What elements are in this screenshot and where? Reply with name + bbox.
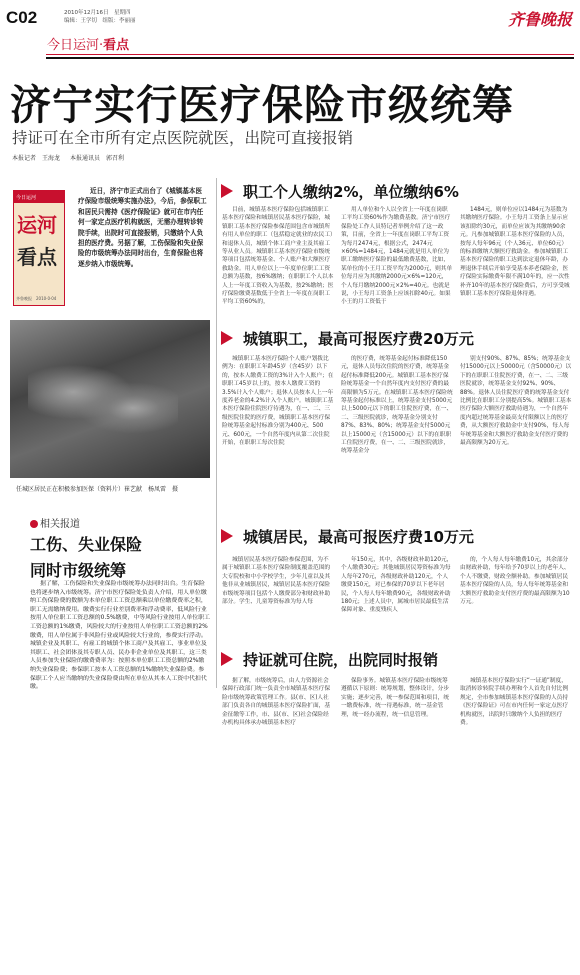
- section-1-col-3: 1484元，则单位应以1484元为基数为其缴纳医疗保险。小王每月工资条上显示应该扣除约30元，而单位应该为其缴纳90余元。凡参加城镇职工基本医疗保险的人员，按每人每年96元（个人36元、单位60元）的标准缴纳大额医疗救助金。参加城镇职工基本医疗保险的职工达到法定退休年龄，办理退休手续后开始享受基本养老保险金，医疗保险实际缴费年限不满10年的，应一次性补齐10年的基本医疗保险费后，方可享受城镇职工基本医疗保险退休待遇。: [460, 207, 570, 298]
- byline-reporter: 本报记者 王海龙: [12, 155, 61, 162]
- issue-meta: [64, 9, 136, 25]
- masthead-logo: 齐鲁晚报: [507, 10, 572, 29]
- main-headline: 济宁实行医疗保险市级统筹: [10, 81, 514, 129]
- section-1-col-2: 用人单位和个人以全省上一年度在岗职工平均工资60%作为缴费基数。济宁市医疗保险处工作人员特记者举例介绍了这一政策，目前，全省上一年度在岗职工平均工资为每月2474元，根据公式，2474元×60%=1484元，1484元就是用人单位为职工缴纳医疗保险的最低缴费基数，比如，某单位的小王月工资平均为2000元，则其单位每月应为其缴纳2000元×6%=120元，个人每月缴纳2000元×2%=40元。也就是说，小王每月工资条上应该扣除40元。如果小王的月工资低于: [341, 207, 453, 306]
- related-report: [30, 515, 210, 582]
- section-prefix: 今日运河·: [47, 38, 104, 53]
- section-heading-2: 城镇职工，最高可报医疗费20万元: [221, 328, 474, 349]
- column-divider: [216, 178, 217, 688]
- section-4-col-2: 保险事务。城镇基本医疗保险市级统筹遵循以下原则：统筹规划，整体设计，分步实施；逐步完善，统一参保范围和项目，统一缴费标准，统一待遇标准，统一基金管理，统一经办流程，统一信息管理。: [341, 678, 450, 718]
- section-4-col-3: 城镇基本医疗保险实行“一证通”制度，取消转诊转院手续办理和个人首先自付比例规定，全市参加城镇基本医疗保险的人员持《医疗保险证》可在市内任何一家定点医疗机构就医，出院时只缴纳个人负担的医疗费。: [460, 678, 569, 727]
- section-3-col-1: 城镇居民基本医疗保险参保范围，为不属于城镇职工基本医疗保险制度覆盖范围的大专院校和中小学校学生，少年儿童以及其他非从业城镇居民，城镇居民基本医疗保险市级统筹项目包括个人缴费部分和财政补助部分。学生、儿童筹资标准为每人每: [222, 557, 331, 606]
- byline-correspondent: 本报通讯员 郭召利: [69, 155, 124, 162]
- section-heading-1: 职工个人缴纳2%，单位缴纳6%: [221, 181, 459, 202]
- photo-caption: 任城区居民正在积极参加医保（资料片）崔艺献 杨凤雷 摄: [16, 486, 179, 493]
- section-heading-3: 城镇居民，最高可报医疗费10万元: [221, 526, 474, 547]
- section-bold: 看点: [103, 38, 130, 53]
- related-title-2: 同时市级统筹: [30, 561, 127, 580]
- section-name: [47, 34, 129, 53]
- issue-date: 2010年12月16日 星期四: [64, 10, 131, 16]
- subheadline: 持证可在全市所有定点医院就医，出院可直接报销: [12, 129, 354, 147]
- header-rule: [46, 54, 574, 55]
- section-2-col-3: 别支付90%、87%、85%；统筹基金支付15000元以上50000元（含50000元）以下的在职职工住院医疗费，在一、二、三级医院就诊，统筹基金支付92%、90%、88%。退休人员住院医疗费的统筹基金支付比例比在职职工分别提高5%。城镇职工基本医疗保险大额医疗救助待遇为，一个自然年度内超过统筹基金最高支付限额以上的医疗费，从大额医疗救助金中支付90%，每人每年统筹基金和大额医疗救助金支付医疗费的最高限额为20万元。: [460, 356, 572, 447]
- promo-word-2: 看点: [17, 245, 57, 269]
- lede-paragraph: 近日，济宁市正式出台了《城镇基本医疗保险市级统筹实施办法》，今后，参保职工和居民只需持《医疗保险证》就可在市内任何一家定点医疗机构就医，无需办理转诊转院手续，出院时可直接报销，只缴纳个人负担的医疗费。另据了解，工伤保险和失业保险的市级统筹办法同时出台，生育保险也将逐步纳入市级统筹。: [78, 187, 207, 268]
- page-code: C02: [6, 8, 38, 27]
- related-label: 相关报道: [30, 515, 210, 530]
- section-3-col-3: 的，个人每人每年缴费10元，其余部分由财政补助，每年给予70岁以上的老年人、个人不缴费，财政全额补助。参加城镇居民基本医疗保险的人员，每人每年统筹基金和大额医疗救助金支付医疗费的最高限额为10万元。: [460, 557, 570, 606]
- section-4-col-1: 据了解，市级统筹后，由人力资源社会保障行政部门统一负责全市城镇基本医疗保险市级统筹政策管理工作。县(市、区)人社部门负责各自的城镇基本医疗保险扩面，基金征缴等工作，市、县(市、区)社会保险经办机构具体承办城镇基本医疗: [222, 678, 331, 727]
- promo-top-label: 今日运河: [14, 191, 64, 203]
- promo-foot: 齐鲁晚报 2010·0·04: [16, 296, 57, 301]
- section-1-col-1: 目前，城镇基本医疗保险包括城镇职工基本医疗保险和城镇居民基本医疗保险，城镇职工基本医疗保险参保范围包含市城镇所有用人单位的职工（包括稳定就业的农民工）和退休人员，城镇个体工商户业主及其雇工等从业人员。城镇职工基本医疗保险市级统筹项目包括统筹基金、个人账户和大额医疗救助金。用人单位以上一年度单位职工工资总额为基数，按6%缴纳；在职职工个人以本人上一年度工资收入为基数，按2%缴纳；医疗保险缴费基数低于全省上一年度在岗职工平均工资60%的，: [222, 207, 334, 306]
- byline: [12, 153, 132, 162]
- section-2-col-2: 的医疗费，统筹基金起付标准降低150元，退休人员每次住院的医疗费，统筹基金起付标准降低200元。城镇职工基本医疗保险统筹基金一个自然年度内支付医疗费的最高限额为5万元。在城镇职工基本医疗保险统筹基金起付标准以上，统筹基金支付5000元以上5000元以下的职工住院医疗费，在一、二、三级医院就诊，统筹基金分别支付87%、83%、80%；统筹基金支付5000元以上15000元（含15000元）以下的在职职工住院医疗费，在一、二、三级医院就诊，统筹基金分: [341, 356, 453, 455]
- column-promo-logo: [13, 190, 65, 306]
- related-body: 据了解，工伤保险和失业保险市级统筹办法同时出台。生育保险也将逐步纳入市级统筹。济宁市医疗保险处负责人介绍，用人单位缴纳工伤保险费的数额为本单位职工工资总额乘以单位缴费费率之积，职工无需缴纳费用。缴费实行行业差别费率和浮动费率，低风险行业按用人单位职工工资总额的0.5%缴费，中等风险行业按用人单位职工工资总额的1%缴费，风险较大的行业按用人单位职工工资总额的2%缴费，用人单位属于非风险行业或风险较大行业的，参费实行浮动。城镇企业及其职工、有雇工的城镇个体工商户及其雇工、事业单位及其职工、社会团体及其专职人员、民办非企业单位及其职工，这三类人员参加失业保险的缴费费率为：按照本单位职工工资总额的2%缴纳失业保险费；参保职工按本人工资总额的1%缴纳失业保险费。参保职工个人应当缴纳的失业保险费由所在单位从其本人工资中代扣代缴。: [30, 581, 210, 691]
- promo-word-1: 运河: [17, 213, 57, 237]
- news-photo: [10, 320, 210, 478]
- section-2-col-1: 城镇职工基本医疗保险个人账户划拨比例为：在职职工年龄45岁（含45岁）以下的，按本人缴费工资的3%计入个人账户；在职职工45岁以上的，按本人缴费工资的3.5%计入个人账户；退休人员按本人上一年度养老金的4.2%计入个人账户。城镇职工基本医疗保险住院医疗待遇为，在一、二、三级医院住院的医疗费，城镇职工基本医疗保险统筹基金起付标准分别为400元、500元、600元，一个自然年度内从第二次住院开始，在职职工每次住院: [222, 356, 334, 447]
- issue-editors: 编辑：王学切 组版：李丽丽: [64, 18, 136, 24]
- header-bar: [46, 57, 574, 59]
- section-heading-4: 持证就可住院，出院同时报销: [221, 649, 438, 670]
- section-3-col-2: 年150元，其中，各级财政补助120元，个人缴费30元；其他城镇居民筹资标准为每人每年270元，各级财政补助120元，个人缴费150元，对已参保的70岁以下老年居民，个人每人每年缴费90元，各级财政补助180元；上述人员中，属城市居民最低生活保障对象、重度残疾人: [341, 557, 453, 614]
- related-title-1: 工伤、失业保险: [30, 535, 143, 554]
